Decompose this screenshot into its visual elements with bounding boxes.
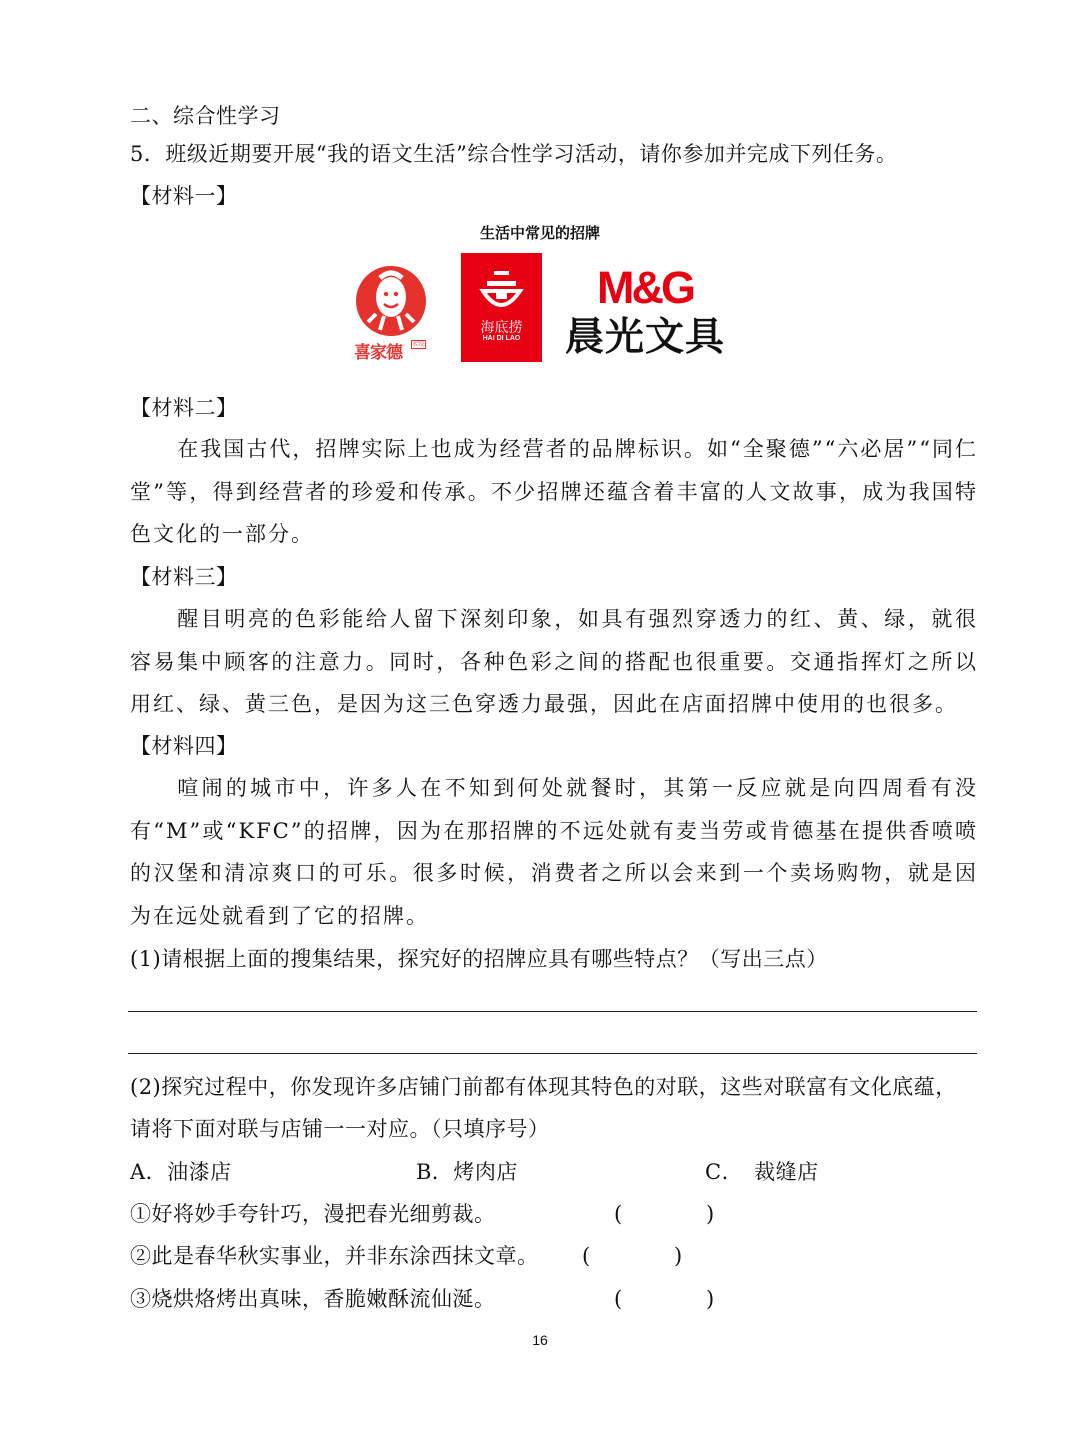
haidilao-bowl-icon xyxy=(461,263,542,323)
answer-blank-2-open[interactable]: ( xyxy=(582,1244,591,1268)
xijiade-name: 喜家德 xyxy=(354,343,402,363)
couplet-2: ②此是春华秋实事业，并非东涂西抹文章。 xyxy=(130,1244,539,1268)
option-b: B．烤肉店 xyxy=(416,1160,518,1184)
material2-text: 在我国古代，招牌实际上也成为经营者的品牌标识。如“全聚德”“六必居”“同仁堂”等，得到经营者的珍爱和传承。不少招牌还蕴含着丰富的人文故事，成为我国特色文化的一部分。 xyxy=(130,437,978,546)
material2-label: 【材料二】 xyxy=(130,396,238,420)
couplet-3: ③烧烘烙烤出真味，香脆嫩酥流仙涎。 xyxy=(130,1287,496,1311)
mg-chinese-name: 晨光文具 xyxy=(565,315,726,360)
answer-blank-1-open[interactable]: ( xyxy=(614,1202,623,1226)
haidilao-sub: HAI DI LAO xyxy=(482,335,521,342)
material3-text: 醒目明亮的色彩能给人留下深刻印象，如具有强烈穿透力的红、黄、绿，就很容易集中顾客的注意力。同时，各种色彩之间的搭配也很重要。交通指挥灯之所以用红、绿、黄三色，是因为这三色穿透力最强，因此在店面招牌中使用的也很多。 xyxy=(130,607,978,716)
logo-caption: 生活中常见的招牌 xyxy=(479,224,600,242)
option-a: A．油漆店 xyxy=(130,1160,232,1184)
xijiade-sub: 水饺 xyxy=(412,341,425,348)
material1-label: 【材料一】 xyxy=(130,184,238,208)
xijiade-logo xyxy=(354,264,430,363)
haidilao-name: 海底捞 xyxy=(480,320,523,336)
mg-wordmark: M&G xyxy=(597,262,693,313)
question2-line2: 请将下面对联与店铺一一对应。（只填序号） xyxy=(130,1117,550,1141)
material4-label: 【材料四】 xyxy=(130,734,238,758)
question1: (1)请根据上面的搜集结果，探究好的招牌应具有哪些特点？（写出三点） xyxy=(130,947,828,971)
mg-logo xyxy=(565,262,740,362)
answer-blank-2-close[interactable]: ) xyxy=(674,1244,683,1268)
question2-line1: (2)探究过程中，你发现许多店铺门前都有体现其特色的对联，这些对联富有文化底蕴， xyxy=(130,1075,957,1099)
answer-blank-3-open[interactable]: ( xyxy=(614,1287,623,1311)
page-number: 16 xyxy=(532,1332,548,1348)
haidilao-logo xyxy=(461,253,542,362)
option-c: C． 裁缝店 xyxy=(705,1160,819,1184)
material4-text: 喧闹的城市中，许多人在不知到何处就餐时，其第一反应就是向四周看有没有“M”或“KFC”的招牌，因为在那招牌的不远处就有麦当劳或肯德基在提供香喷喷的汉堡和清凉爽口的可乐。很多时候，消费者之所以会来到一个卖场购物，就是因为在远处就看到了它的招牌。 xyxy=(130,776,978,928)
question-intro: 5．班级近期要开展“我的语文生活”综合性学习活动，请你参加并完成下列任务。 xyxy=(130,142,898,166)
section-title: 二、综合性学习 xyxy=(130,104,281,128)
answer-blank-1-close[interactable]: ) xyxy=(706,1202,715,1226)
answer-line-1[interactable] xyxy=(128,1011,977,1012)
material3-label: 【材料三】 xyxy=(130,565,238,589)
answer-line-2[interactable] xyxy=(128,1053,977,1054)
answer-blank-3-close[interactable]: ) xyxy=(706,1287,715,1311)
couplet-1: ①好将妙手夸针巧，漫把春光细剪裁。 xyxy=(130,1202,496,1226)
